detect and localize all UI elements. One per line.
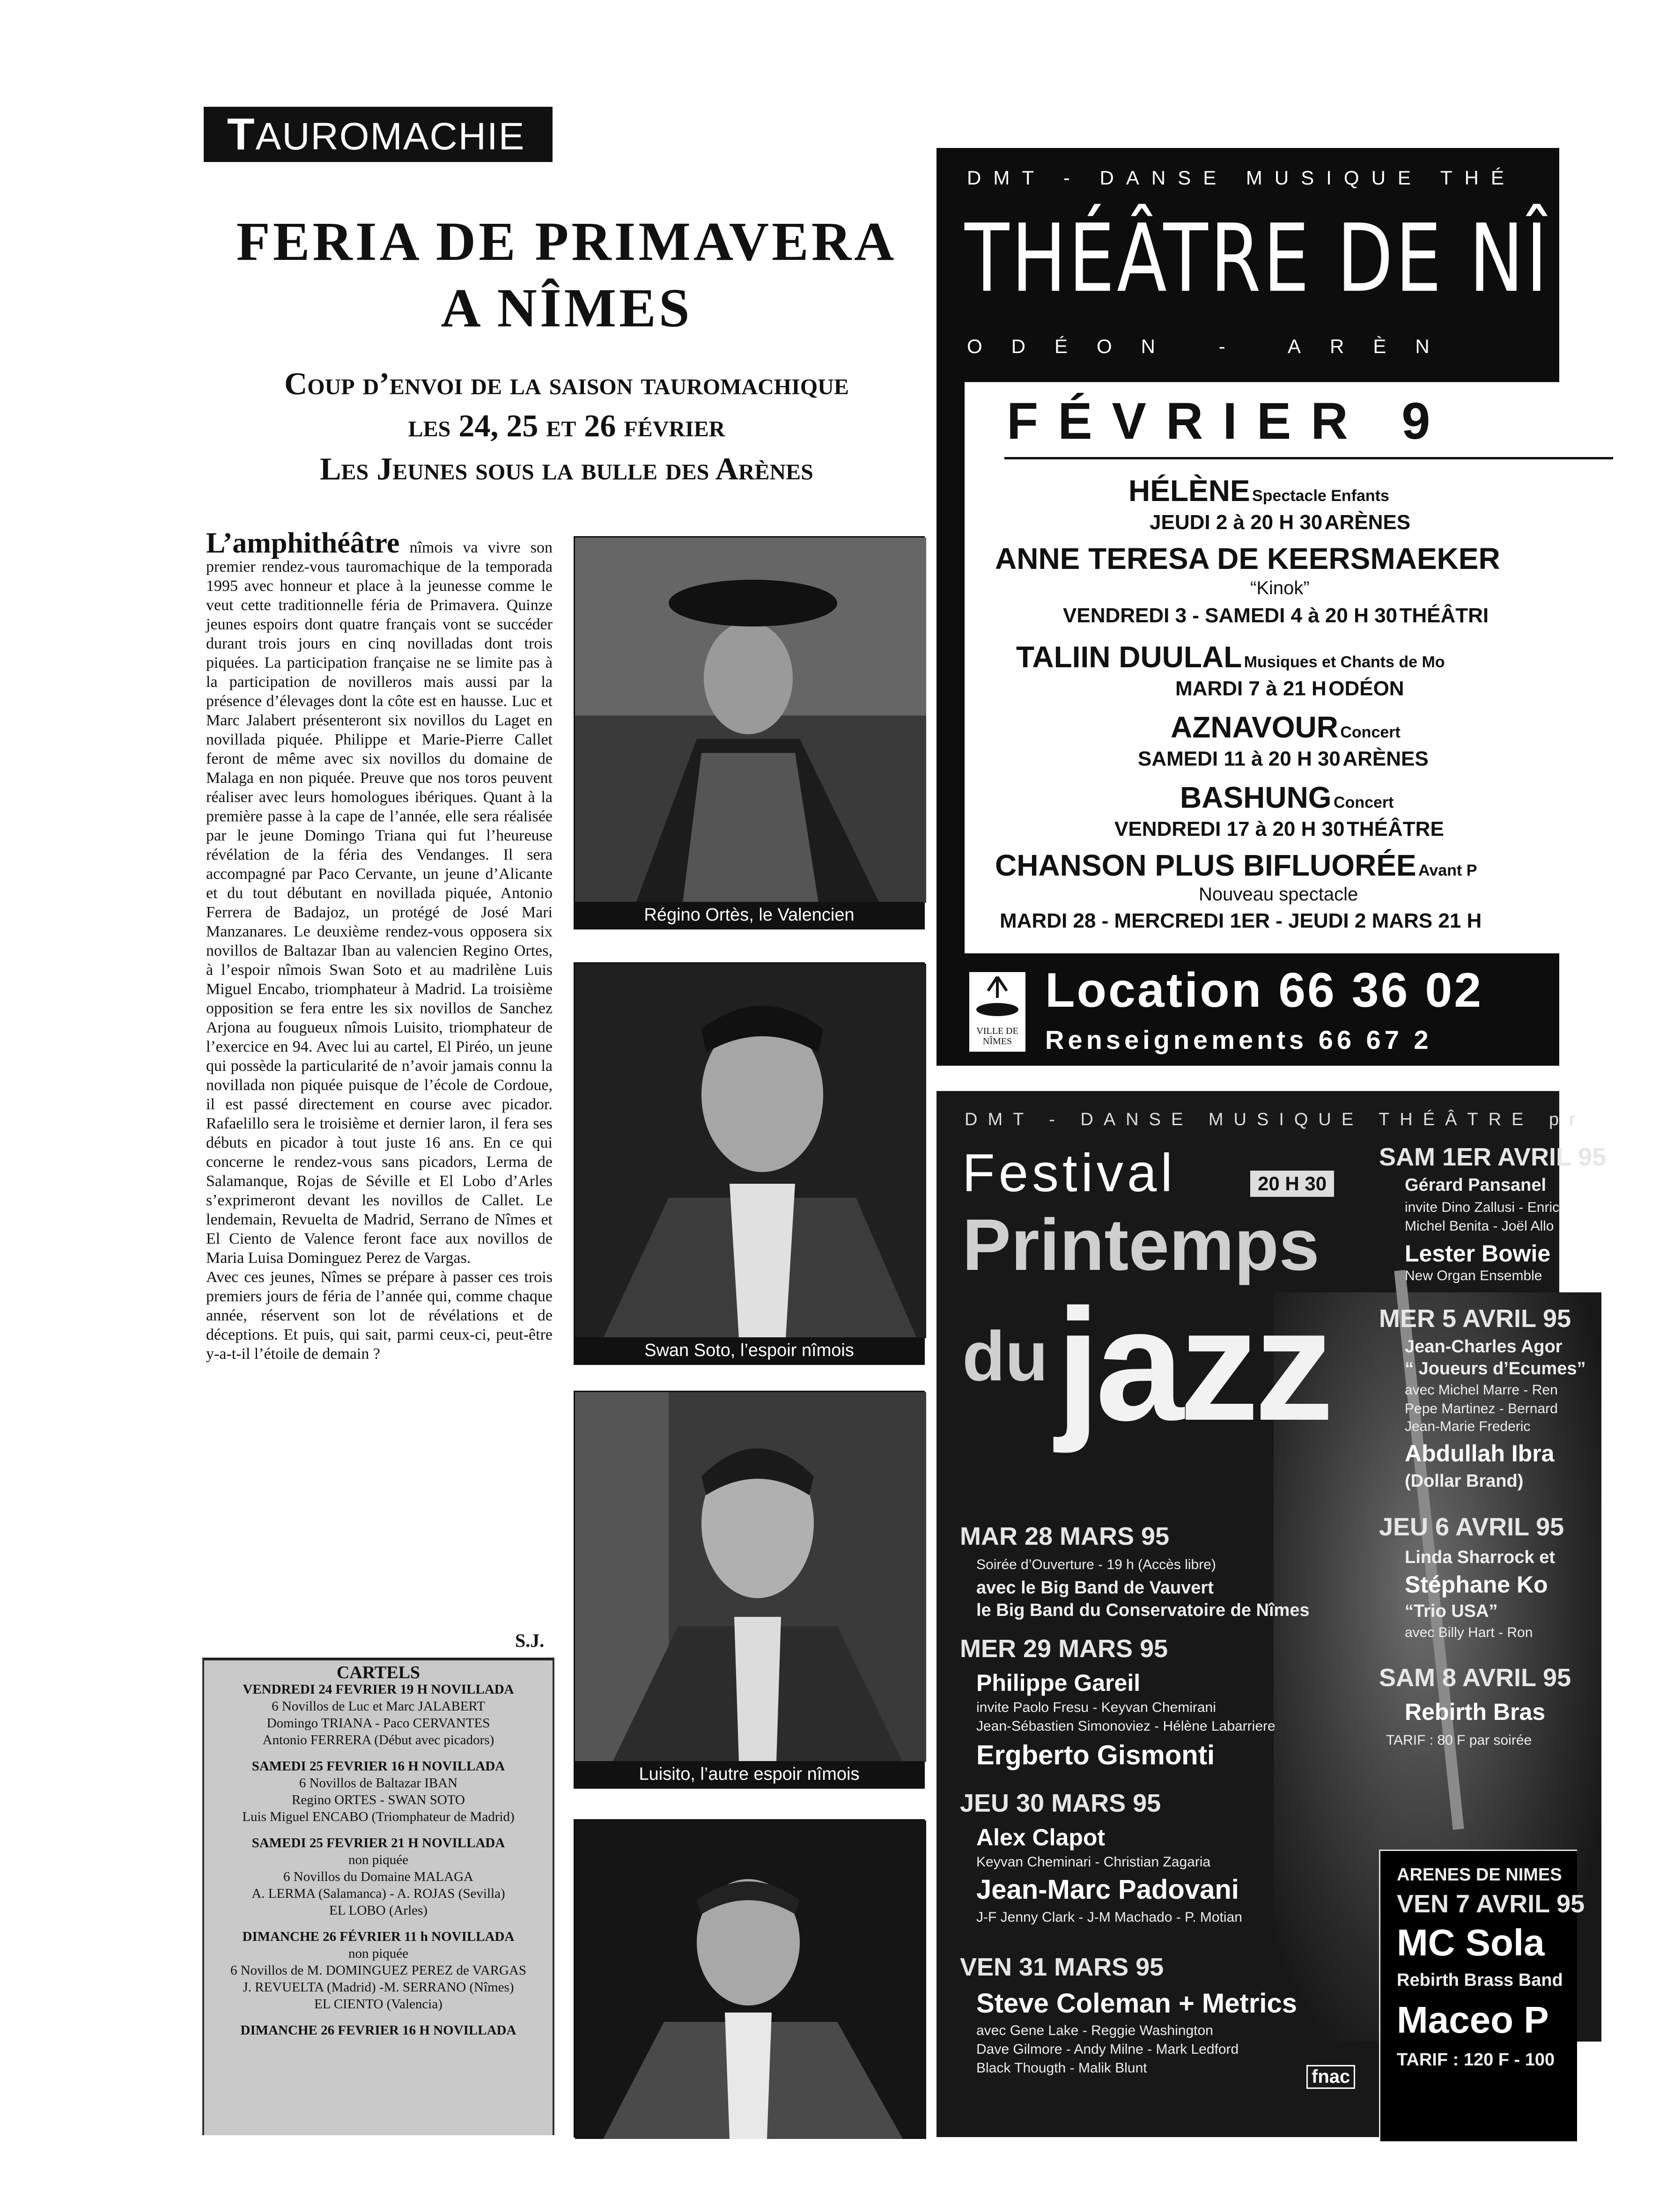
schedule-line: (Dollar Brand) — [1405, 1471, 1524, 1491]
photo-caption: Régino Ortès, le Valencien — [575, 902, 923, 928]
schedule-line: Jean-Sébastien Simonoviez - Hélène Labarriere — [976, 1718, 1276, 1734]
schedule-artist: Jean-Charles Agor — [1405, 1337, 1563, 1357]
ville-de-nimes-logo — [969, 972, 1025, 1052]
festival-time-badge: 20 H 30 — [1250, 1171, 1334, 1197]
location-phone: Location 66 36 02 — [1045, 963, 1483, 1018]
schedule-line: invite Paolo Fresu - Keyvan Chemirani — [976, 1700, 1216, 1715]
schedule-line: Pepe Martinez - Bernard — [1405, 1401, 1558, 1416]
event-aznavour-date: SAMEDI 11 à 20 H 30 ARÈNES — [1138, 747, 1429, 770]
schedule-artist: Jean-Marc Padovani — [976, 1874, 1239, 1905]
schedule-line: New Organ Ensemble — [1405, 1268, 1542, 1283]
schedule-artist: Ergberto Gismonti — [976, 1740, 1215, 1770]
cartel-line: non piquée — [348, 1852, 409, 1867]
cartel-line: non piquée — [348, 1946, 409, 1961]
schedule-line: avec Michel Marre - Ren — [1405, 1382, 1558, 1398]
arenes-line: Rebirth Brass Band — [1397, 1970, 1563, 1990]
photo-caption: Luisito, l’autre espoir nîmois — [575, 1761, 923, 1787]
cartel-line: EL LOBO (Arles) — [329, 1903, 428, 1918]
ad-dmt-line: DMT - DANSE MUSIQUE THÉ — [967, 167, 1516, 189]
section-tag: TAUROMACHIE — [204, 107, 553, 162]
schedule-line: Michel Benita - Joël Allo — [1405, 1218, 1554, 1234]
schedule-line: le Big Band du Conservatoire de Nîmes — [976, 1600, 1310, 1620]
schedule-line: “ Joueurs d’Ecumes” — [1405, 1359, 1586, 1379]
schedule-artist: Gérard Pansanel — [1405, 1175, 1547, 1195]
festival-word: Festival — [962, 1143, 1176, 1203]
logo-text: VILLE DE NÎMES — [976, 1026, 1018, 1047]
schedule-date: MER 29 MARS 95 — [960, 1635, 1168, 1663]
schedule-line: Black Thougth - Malik Blunt — [976, 2060, 1147, 2076]
schedule-line: Soirée d’Ouverture - 19 h (Accès libre) — [976, 1557, 1216, 1572]
cartel-line: Regino ORTES - SWAN SOTO — [292, 1792, 465, 1807]
schedule-line: “Trio USA” — [1405, 1601, 1498, 1621]
schedule-line: Dave Gilmore - Andy Milne - Mark Ledford — [976, 2042, 1239, 2057]
arenes-tarif: TARIF : 120 F - 100 — [1397, 2050, 1555, 2070]
matador-portrait-3 — [575, 1392, 926, 1762]
cartel-block — [204, 1835, 553, 1919]
photo-swan-soto — [574, 962, 925, 1365]
event-taliin: TALIIN DUULAL Musiques et Chants de Mo — [1016, 640, 1445, 674]
signature: S.J. — [515, 1630, 545, 1651]
photo-luisito — [574, 1391, 925, 1789]
event-keersmaeker-kind: “Kinok” — [1250, 578, 1310, 598]
schedule-date: JEU 6 AVRIL 95 — [1379, 1513, 1564, 1541]
schedule-line: Keyvan Cheminari - Christian Zagaria — [976, 1854, 1211, 1870]
jazz-festival-advertisement — [936, 1091, 1607, 2137]
schedule-date: SAM 1ER AVRIL 95 — [1379, 1143, 1607, 1171]
photo-regino-ortes — [574, 536, 925, 929]
photo-caption: Swan Soto, l’espoir nîmois — [575, 1337, 923, 1364]
cartel-block — [204, 1758, 553, 1825]
schedule-line: avec Gene Lake - Reggie Washington — [976, 2023, 1213, 2038]
cartel-header: DIMANCHE 26 FÉVRIER 11 h NOVILLADA — [242, 1929, 515, 1944]
jazz-word: jazz — [1056, 1276, 1329, 1454]
article-subtitle-line1: Coup d’envoi de la saison tauromachique — [284, 366, 849, 401]
cartel-line: Domingo TRIANA - Paco CERVANTES — [266, 1716, 490, 1731]
cartel-line: J. REVUELTA (Madrid) -M. SERRANO (Nîmes) — [243, 1980, 514, 1995]
photo-young-matador — [574, 1819, 925, 2138]
schedule-artist: Philippe Gareil — [976, 1670, 1141, 1696]
matador-portrait-4 — [575, 1821, 926, 2139]
event-chanson-plus: CHANSON PLUS BIFLUORÉE Avant P — [995, 848, 1477, 882]
fnac-logo: fnac — [1306, 2065, 1355, 2089]
printemps-word: Printemps — [962, 1204, 1320, 1286]
event-taliin-date: MARDI 7 à 21 H ODÉON — [1175, 677, 1404, 700]
cartels-title: CARTELS — [336, 1663, 420, 1682]
schedule-artist: Linda Sharrock et — [1405, 1548, 1555, 1567]
article-body — [206, 527, 553, 1364]
cartel-line: 6 Novillos de M. DOMINGUEZ PEREZ de VARGAS — [230, 1963, 527, 1978]
event-aznavour: AZNAVOUR Concert — [1171, 710, 1401, 744]
arenes-date: VEN 7 AVRIL 95 — [1397, 1890, 1585, 1918]
schedule-artist: Stéphane Ko — [1405, 1571, 1548, 1598]
arenes-title: ARENES DE NIMES — [1397, 1865, 1562, 1885]
article-subtitle-line2: les 24, 25 et 26 février — [408, 408, 725, 443]
cartel-line: Luis Miguel ENCABO (Triomphateur de Madrid) — [242, 1809, 515, 1824]
ad-dmt-line: DMT - DANSE MUSIQUE THÉÂTRE pr — [965, 1110, 1585, 1129]
arenes-artist: Maceo P — [1397, 1999, 1549, 2041]
event-keersmaeker-date: VENDREDI 3 - SAMEDI 4 à 20 H 30 THÉÂTRI — [1063, 604, 1489, 627]
cartel-line: 6 Novillos du Domaine MALAGA — [283, 1869, 473, 1884]
cartel-line: A. LERMA (Salamanca) - A. ROJAS (Sevilla) — [251, 1886, 505, 1901]
schedule-artist: Lester Bowie — [1405, 1240, 1551, 1267]
article-title-line1: FERIA DE PRIMAVERA — [236, 211, 897, 272]
event-chanson-plus-kind: Nouveau spectacle — [1199, 884, 1358, 905]
schedule-artist: Alex Clapot — [976, 1824, 1106, 1851]
matador-portrait-1 — [575, 538, 926, 903]
divider — [1004, 457, 1613, 459]
cartel-header: VENDREDI 24 FEVRIER 19 H NOVILLADA — [243, 1682, 514, 1697]
cartel-line: 6 Novillos de Baltazar IBAN — [299, 1776, 458, 1791]
theatre-venues: ODÉON - ARÈN — [967, 335, 1459, 357]
event-chanson-plus-date: MARDI 28 - MERCREDI 1ER - JEUDI 2 MARS 21 H — [1000, 909, 1482, 932]
article-body-text: nîmois va vivre son premier rendez-vous tauromachique de la temporada 1995 avec honneur et place à la jeunesse comme le veut cette traditionnelle féria de Primavera. Quinze jeunes espoirs dont quatre français vont se succéder durant trois jours en cinq novilladas dont trois piquées. La participation française ne se limite pas à la participation de novilleros mais aussi par la présence d’élevages dont la côte est en hausse. Luc et Marc Jalabert présenteront six novillos du Laget en novillada piquée. Philippe et Marie-Pierre Callet feront de même avec six novillos du domaine de Malaga en non piquée. Preuve que nos toros peuvent réaliser avec leurs homologues ibériques. Quant à la première passe à la cape de l’année, elle sera réalisée par le jeune Domingo Triana qui fut l’heureuse révélation de la féria des Vendanges. Il sera accompagné par Paco Cervante, un jeune d’Alicante et du tout débutant en novillada piquée, Antonio Ferrera de Badajoz, un protégé de José Mari Manzanares. Le deuxième rendez-vous opposera six novillos de Baltazar Iban au valencien Regino Ortes, à l’espoir nîmois Swan Soto et au madrilène Luis Miguel Encabo, triomphateur à Madrid. La troisième opposition se fera entre les six novillos de Sanchez Arjona au fougueux nîmois Luisito, triomphateur de l’exercice en 94. Avec lui au cartel, El Piréo, un jeune qui possède la particularité de n’avoir jamais connu la novillada non piquée puisque de l’école de Cordoue, il est passé directement en course avec picador. Rafaelillo sera le troisième et dernier laron, il fera ses débuts en picador à tout juste 16 ans. En ce qui concerne le rendez-vous sans picadors, Lerma de Salamanque, Rojas de Séville et El Lobo d’Arles s’exprimeront devant les novillos de Callet. Le lendemain, Revuelta de Madrid, Serrano de Nîmes et El Ciento de Valence feront face aux novillos de Maria Luisa Dominguez Perez de Vargas. — [206, 539, 553, 1267]
theatre-title: THÉÂTRE DE NÎ — [965, 204, 1550, 313]
schedule-date: MAR 28 MARS 95 — [960, 1522, 1170, 1550]
event-bashung-date: VENDREDI 17 à 20 H 30 THÉÂTRE — [1114, 818, 1444, 841]
schedule-date: SAM 8 AVRIL 95 — [1379, 1664, 1571, 1692]
crocodile-palm-icon — [969, 972, 1025, 1024]
program-month: FÉVRIER 9 — [1007, 392, 1450, 450]
schedule-line: TARIF : 80 F par soirée — [1386, 1733, 1532, 1748]
schedule-line: avec le Big Band de Vauvert — [976, 1578, 1214, 1598]
schedule-line: Jean-Marie Frederic — [1405, 1419, 1531, 1434]
renseignements-phone: Renseignements 66 67 2 — [1045, 1025, 1432, 1054]
cartel-line: 6 Novillos de Luc et Marc JALABERT — [272, 1699, 485, 1714]
schedule-date: MER 5 AVRIL 95 — [1379, 1305, 1571, 1333]
theatre-advertisement — [936, 148, 1559, 1066]
du-word: du — [962, 1317, 1048, 1395]
schedule-date: VEN 31 MARS 95 — [960, 1953, 1164, 1981]
schedule-line: J-F Jenny Clark - J-M Machado - P. Motian — [976, 1910, 1242, 1925]
schedule-artist: Steve Coleman + Metrics — [976, 1988, 1298, 2019]
arenes-box — [1379, 1850, 1585, 2141]
arenes-artist: MC Sola — [1397, 1922, 1545, 1963]
article-title-line2: A NÎMES — [441, 277, 693, 339]
cartel-header: SAMEDI 25 FEVRIER 21 H NOVILLADA — [251, 1836, 505, 1851]
cartel-header: SAMEDI 25 FEVRIER 16 H NOVILLADA — [251, 1759, 505, 1774]
event-helene: HÉLÈNE Spectacle Enfants — [1128, 474, 1389, 508]
article-body-text-2: Avec ces jeunes, Nîmes se prépare à passer ces trois premiers jours de féria de l’année qui, comme chaque année, réservent son lot de révélations et de déceptions. Et puis, qui sait, parmi ceux-ci, peut-être y-a-t-il l’étoile de demain ? — [206, 1268, 553, 1363]
schedule-line: avec Billy Hart - Ron — [1405, 1625, 1533, 1640]
cartel-block — [204, 1928, 553, 2013]
cartel-line: EL CIENTO (Valencia) — [314, 1997, 442, 2012]
matador-portrait-2 — [575, 964, 926, 1338]
event-helene-date: JEUDI 2 à 20 H 30 ARÈNES — [1150, 511, 1411, 534]
lead-word: L’amphithéâtre — [206, 527, 400, 559]
schedule-date: JEU 30 MARS 95 — [960, 1789, 1161, 1817]
cartel-block — [204, 1681, 553, 1748]
schedule-artist: Abdullah Ibra — [1405, 1440, 1555, 1467]
article-subtitle-line3: Les Jeunes sous la bulle des Arènes — [320, 451, 813, 487]
schedule-line: invite Dino Zallusi - Enric — [1405, 1200, 1560, 1215]
event-bashung: BASHUNG Concert — [1180, 781, 1394, 814]
cartel-header: DIMANCHE 26 FEVRIER 16 H NOVILLADA — [240, 2023, 516, 2038]
cartel-line: Antonio FERRERA (Début avec picadors) — [262, 1733, 494, 1747]
cartels-box — [202, 1658, 554, 2135]
program-box — [965, 382, 1573, 953]
schedule-artist: Rebirth Bras — [1405, 1699, 1546, 1725]
event-keersmaeker: ANNE TERESA DE KEERSMAEKER — [995, 542, 1500, 575]
